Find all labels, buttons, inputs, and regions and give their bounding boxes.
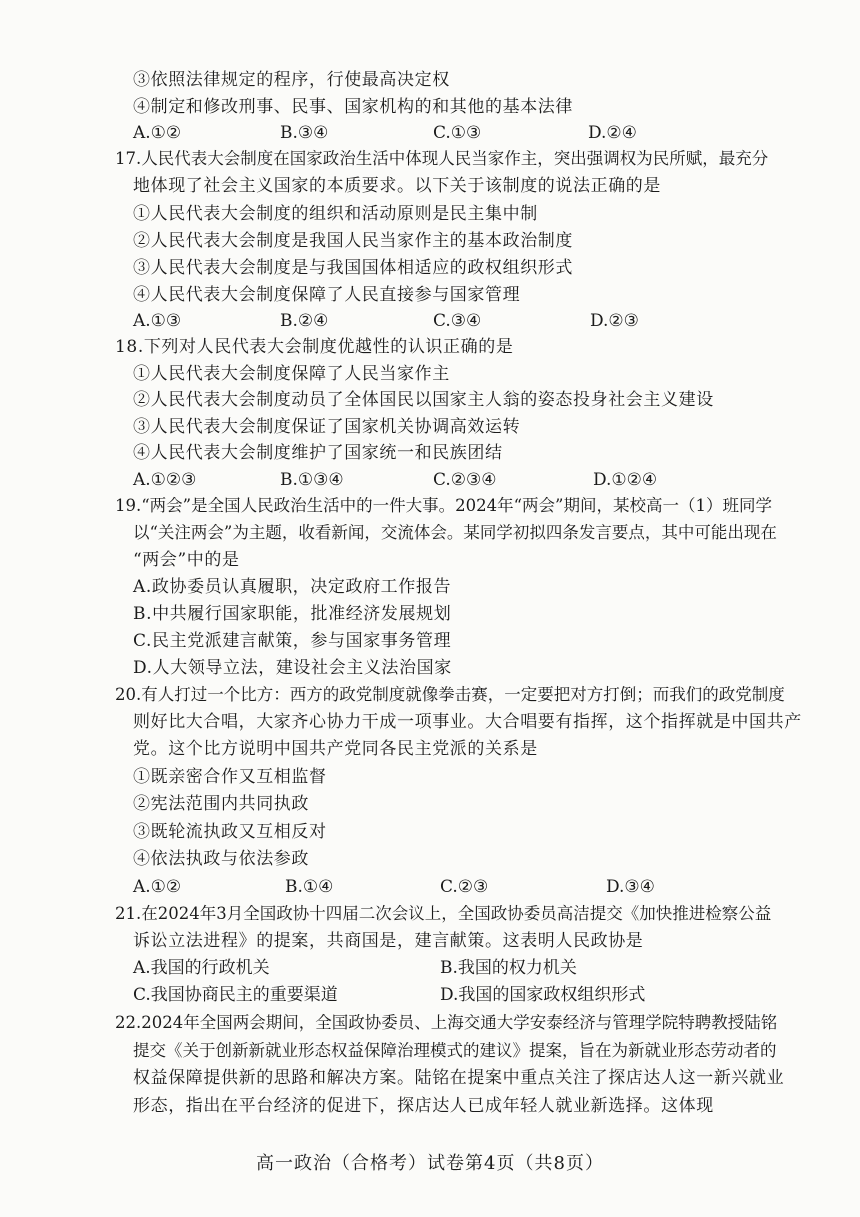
q20-item-1: ①既亲密合作又互相监督 bbox=[133, 767, 327, 787]
q18-option-b: B.①③④ bbox=[280, 470, 344, 490]
q17-stem-line-2: 地体现了社会主义国家的本质要求。以下关于该制度的说法正确的是 bbox=[133, 176, 661, 196]
q20-stem-line-1: 20.有人打过一个比方：西方的政党制度就像拳击赛，一定要把对方打倒；而我们的政党制度 bbox=[115, 685, 785, 704]
q17-stem-line-1: 17.人民代表大会制度在国家政治生活中体现人民当家作主，突出强调权为民所赋，最充分 bbox=[115, 149, 769, 168]
q21-option-c: C.我国协商民主的重要渠道 bbox=[133, 985, 338, 1005]
q20-option-b: B.①④ bbox=[285, 877, 334, 897]
q21-stem-line-2: 诉讼立法进程》的提案，共商国是，建言献策。这表明人民政协是 bbox=[133, 931, 644, 951]
q16-option-d: D.②④ bbox=[588, 123, 637, 143]
q22-stem-line-4: 形态，指出在平台经济的促进下，探店达人已成年轻人就业新选择。这体现 bbox=[133, 1096, 714, 1116]
q22-stem-line-3: 权益保障提供新的思路和解决方案。陆铭在提案中重点关注了探店达人这一新兴就业 bbox=[133, 1068, 785, 1088]
q20-item-4: ④依法执政与依法参政 bbox=[133, 849, 309, 869]
q19-option-c: C.民主党派建言献策，参与国家事务管理 bbox=[133, 631, 452, 651]
q17-option-c: C.③④ bbox=[433, 311, 482, 331]
q19-option-d: D.人大领导立法，建设社会主义法治国家 bbox=[133, 658, 452, 678]
q16-item-3: ③依照法律规定的程序，行使最高决定权 bbox=[133, 70, 450, 90]
q16-item-4: ④制定和修改刑事、民事、国家机构的和其他的基本法律 bbox=[133, 97, 573, 117]
q21-option-a: A.我国的行政机关 bbox=[133, 958, 270, 978]
q17-option-b: B.②④ bbox=[280, 311, 329, 331]
q17-option-d: D.②③ bbox=[590, 311, 639, 331]
q20-option-a: A.①② bbox=[133, 877, 182, 897]
q17-item-2: ②人民代表大会制度是我国人民当家作主的基本政治制度 bbox=[133, 231, 573, 251]
q20-item-2: ②宪法范围内共同执政 bbox=[133, 794, 309, 814]
q18-option-a: A.①②③ bbox=[133, 470, 197, 490]
q17-item-4: ④人民代表大会制度保障了人民直接参与国家管理 bbox=[133, 285, 521, 305]
q22-stem-line-1: 22.2024年全国两会期间，全国政协委员、上海交通大学安泰经济与管理学院特聘教授陆铭 bbox=[115, 1013, 778, 1032]
q19-stem-line-3: “两会”中的是 bbox=[133, 550, 240, 570]
q18-stem-line-1: 18.下列对人民代表大会制度优越性的认识正确的是 bbox=[115, 337, 514, 357]
q18-option-d: D.①②④ bbox=[593, 470, 658, 490]
q18-item-2: ②人民代表大会制度动员了全体国民以国家主人翁的姿态投身社会主义建设 bbox=[133, 390, 714, 410]
q19-option-b: B.中共履行国家职能，批准经济发展规划 bbox=[133, 604, 452, 624]
q18-item-3: ③人民代表大会制度保证了国家机关协调高效运转 bbox=[133, 417, 521, 437]
q20-stem-line-2: 则好比大合唱，大家齐心协力干成一项事业。大合唱要有指挥，这个指挥就是中国共产 bbox=[133, 712, 802, 732]
q21-option-b: B.我国的权力机关 bbox=[440, 958, 577, 978]
q20-item-3: ③既轮流执政又互相反对 bbox=[133, 822, 327, 842]
q20-option-c: C.②③ bbox=[440, 877, 489, 897]
q17-item-3: ③人民代表大会制度是与我国国体相适应的政权组织形式 bbox=[133, 258, 573, 278]
q19-stem-line-2: 以“关注两会”为主题，收看新闻，交流体会。某同学初拟四条发言要点，其中可能出现在 bbox=[133, 523, 777, 542]
q18-item-1: ①人民代表大会制度保障了人民当家作主 bbox=[133, 364, 450, 384]
q16-option-c: C.①③ bbox=[433, 123, 482, 143]
q19-stem-line-1: 19.“两会”是全国人民政治生活中的一件大事。2024年“两会”期间，某校高一（1）班同学 bbox=[115, 496, 772, 515]
page-footer: 高一政治（合格考）试卷第4页（共8页） bbox=[256, 1153, 604, 1174]
q17-option-a: A.①③ bbox=[133, 311, 182, 331]
q19-option-a: A.政协委员认真履职，决定政府工作报告 bbox=[133, 577, 452, 597]
q16-option-a: A.①② bbox=[133, 123, 182, 143]
q21-option-d: D.我国的国家政权组织形式 bbox=[440, 985, 646, 1005]
q18-item-4: ④人民代表大会制度维护了国家统一和民族团结 bbox=[133, 443, 503, 463]
q17-item-1: ①人民代表大会制度的组织和活动原则是民主集中制 bbox=[133, 204, 538, 224]
q18-option-c: C.②③④ bbox=[433, 470, 497, 490]
q21-stem-line-1: 21.在2024年3月全国政协十四届二次会议上，全国政协委员高洁提交《加快推进检察公益 bbox=[115, 904, 772, 923]
q20-option-d: D.③④ bbox=[606, 877, 655, 897]
q16-option-b: B.③④ bbox=[280, 123, 329, 143]
q20-stem-line-3: 党。这个比方说明中国共产党同各民主党派的关系是 bbox=[133, 739, 538, 759]
q22-stem-line-2: 提交《关于创新新就业形态权益保障治理模式的建议》提案，旨在为新就业形态劳动者的 bbox=[133, 1041, 777, 1060]
